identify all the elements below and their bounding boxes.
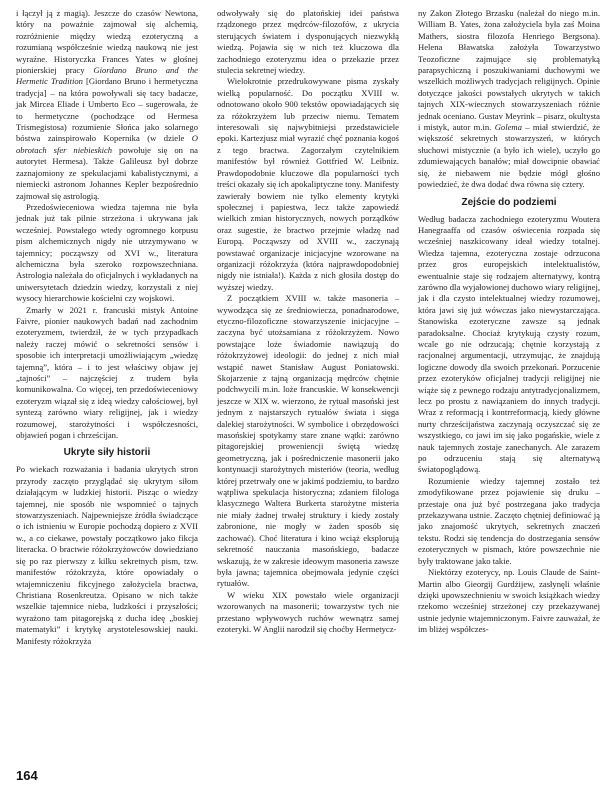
paragraph bbox=[418, 8, 600, 191]
paragraph: Z początkiem XVIII w. także masoneria – wywodząca się ze średniowiecza, ponadnarodowe, etyczno-filozoficzne stowarzyszenie inicjacyjne – zaczyna być utożsamiana z różokrzyżem. Nowo powstające loże świadomie nawiązują do różokrzyżowej ideologii: do jednej z nich miał wstąpić nawet Stanisław August Poniatowski. Skojarzenie z tajną organizacją mędrców chętnie podchwycili m.in. loże francuskie. W konsekwencji jeszcze w XIX w. wierzono, że rytuał masoński jest jednym z najstarszych rytuałów świata i sięga dalekiej starożytności. W symbolice i obrzędowości masońskiej spotykamy stare znane wątki: zarówno pitagorejskiej proweniencji świętą wiedzę geometryczną, jak i pośredniczenie masonerii jako kontynuacji starożytnych misteriów (teoria, według której przetrwały one w jakimś podziemiu, to bardzo wątpliwa spekulacja historyczna; zdaniem filologa klasycznego Waltera Burkerta starożytne misteria nie miały żadnej trwałej struktury i kiedy zostały zabronione, nie mogły w żaden sposób się zachować). Choć literatura i kino wciąż eksplorują sekretność nauczania masońskiego, badacze wskazują, że w zakresie ideowym masoneria zawsze była jawna; tajemnica obejmowała jedynie części rytuałów. bbox=[217, 293, 399, 589]
paragraph-text: ny Zakon Złotego Brzasku (należał do niego m.in. William B. Yates, żona założyciela była zaś Moina Mathers, siostra filozofa Henriego Bergsona). Helena Bławatska założyła Towarzystwo Teozoficzne zajmujące się problematyką parapsychiczną i poszukiwaniami duchowymi we wszelkich możliwych tradycjach religijnych. Opinie dotyczące jakości powstałych ukrytych w takich tajnych XIX-wiecznych stowarzyszeniach różnie jednak oceniano. Gustav Meyrink – pisarz, okultysta i mistyk, autor m.in. bbox=[418, 8, 600, 133]
section-heading: Zejście do podziemi bbox=[461, 196, 557, 208]
text-column-left bbox=[16, 8, 198, 647]
page-number: 164 bbox=[16, 768, 38, 783]
paragraph: Zmarły w 2021 r. francuski mistyk Antoine Faivre, pionier naukowych badań nad zachodnim ezoteryzmem, twierdził, że w tych przypadkach należy raczej mówić o sekretności sensów i sposobie ich interpretacji umożliwiającym „wiedzę tajemną”, która – i to jest właściwy objaw jej „tajności” – najczęściej z trudem była komunikowalna. Co więcej, ten przedoświeceniowy ezoteryzm wiązał się z ideą wiedzy całościowej, był syntezą zarówno wiary religijnej, jak i wiedzy rozumowej, starożytności i współczesności, objawień pogan i chrześcijan. bbox=[16, 304, 198, 441]
paragraph: W wieku XIX powstało wiele organizacji wzorowanych na masonerii; towarzystw tych nie przestano wpływowych ruchów wewnątrz samej ezoteryki. W Anglii narodził się choćby Hermetycz- bbox=[217, 589, 399, 634]
paragraph: Wielokrotnie przedrukowywane pisma zyskały wielką popularność. Do początku XVIII w. odnotowano około 900 tekstów opowiadających się za różokrzyżem lub przeciw niemu. Tematem interesowali się najwybitniejsi przedstawiciele epoki. Kartezjusz miał wyrazić chęć poznania kogoś z tego bractwa. Zagorzałym czytelnikiem manifestów był również Gottfried W. Leibniz. Prawdopodobnie kluczowe dla popularności tych treści okazały się ich apokaliptyczne tony. Manifesty zawierały bowiem nie tylko elementy krytyki społecznej i papiestwa, lecz także zapowiedź wielkich zmian historycznych, nowych porządków oraz sugestie, że bractwo przejmie władzę nad Europą. Począwszy od XVIII w., zaczynają powstawać organizacje inicjacyjne wzorowane na organizacji różokrzyża (która najprawdopodobniej nigdy nie istniała!). Każda z nich głosiła dostęp do wyższej wiedzy. bbox=[217, 76, 399, 292]
paragraph: Niektórzy ezoterycy, np. Louis Claude de Saint-Martin albo Gieorgij Gurdżijew, zasłynęli właśnie dzięki upowszechnieniu w swoich książkach wiedzy rzekomo wcześniej strzeżonej czy przekazywanej ustnie jedynie wtajemniczonym. Faivre zauważał, że im bliżej współczes- bbox=[418, 567, 600, 635]
paragraph: Rozumienie wiedzy tajemnej zostało też zmodyfikowane przez pojawienie się druku – przestaje ona już być postrzegana jako tradycja przekazywana ustnie. Zaczęto chętniej definiować ją jako znajomość ukrytych, sekretnych znaczeń tekstu. Rodzi się tendencja do dostrzegania sensów ezoterycznych w pismach, które powszechnie nie były traktowane jako takie. bbox=[418, 475, 600, 566]
paragraph: Po wiekach rozważania i badania ukrytych stron przyrody zaczęto przyglądać się ukrytym siłom działającym w ludzkiej historii. Pisząc o wiedzy tajemnej, nie sposób nie wspomnieć o tajnych stowarzyszeniach. Najpewniejsze źródła świadczące o ich istnieniu w Europie pochodzą dopiero z XVII w., a co ciekawe, powstały początkowo jako fikcja literacka. O bractwie różokrzyżowców dowiedziano się po raz pierwszy z kilku sekretnych pism, tzw. manifestów różokrzyża, które opowiadały o wtajemniczeniu fikcyjnego założyciela bractwa, Christiana Rosenkreutza. Opisano w nich także wszelkie tajemnice nieba, ludzkości i przyszłości; wyrażono tam pitagorejską z ducha ideę „boskiej matematyki” i krytykę arystotelesowskiej nauki. Manifesty różokrzyża bbox=[16, 464, 198, 646]
paragraph-text: i łączył ją z magią). Jeszcze do czasów Newtona, który na poważnie zajmował się alchemią, rozróżnienie między wiedzą ezoteryczną a rozumianą współcześnie wiedzą naukową nie jest wyraźne. Historyczka Frances Yates w głośnej pionierskiej pracy bbox=[16, 8, 198, 76]
text-column-right bbox=[418, 8, 600, 636]
book-title-italic: Giordano Bruno and the Hermetic Tradition bbox=[16, 65, 198, 87]
section-heading: Ukryte siły historii bbox=[63, 447, 151, 459]
paragraph bbox=[16, 8, 198, 202]
text-column-middle bbox=[217, 8, 399, 635]
paragraph: Według badacza zachodniego ezoteryzmu Woutera Hanegraaffa od czasów oświecenia rozpada się wcześniej naszkicowany ideał wiedzy totalnej. Wiedza tajemna, ezoteryczna zostaje odrzucona przez gros europejskich intelektualistów, ewentualnie staje się rodzajem alternatywy, kontrą zarówno dla wyjałowionej duchowo wiary religijnej, jak i dla czysto intelektualnej wiedzy rozumowej, która jawi się już wówczas jako niewystarczająca. Stanowiska ezoteryczne zawsze są jednak paradoksalne. Chociaż krytykują czysty rozum, wcale go nie odrzucają; chętnie korzystają z racjonalnej argumentacji, utrzymując, że znajdują logiczne dowody dla swoich przekonań. Porzucenie przez ezoteryków oficjalnej tradycji religijnej nie wiąże się z pewnego rodzaju antytradycjonalizmem, lecz po prostu z nawiązaniem do innych tradycji. Wraz z reformacją i kontrreformacją, kiedy główne nurty chrześcijaństwa zaczynają oczyszczać się ze wszystkiego, co jawi im się jako pogańskie, wiele z nauk tajemnych zostaje zanechanych. Ale zarazem po odrzuceniu stają się alternatywą światopoglądową. bbox=[418, 213, 600, 475]
paragraph: odwoływały się do platońskiej idei państwa rządzonego przez mędrców-filozofów, z ukrycia sterujących światem i dysponujących niezwykłą wiedzą. Pojawia się w nich też kluczowa dla zachodniego ezoteryzmu idea o przekazie przez stulecia sekretnej wiedzy. bbox=[217, 8, 399, 76]
book-title-italic: O obrotach sfer niebieskich bbox=[16, 133, 198, 155]
book-title-italic: Golema bbox=[494, 122, 522, 133]
paragraph-text: powołuje się on na autorytet Hermesa). Także Galileusz był dobrze zaznajomiony ze spekulacjami kabalistycznymi, a niemiecki astronom Johannes Kepler bezpośrednio zajmował się astrologią. bbox=[16, 144, 198, 201]
paragraph-text: – miał stwierdzić, że większość sekretnych stowarzyszeń, w których słuchowi mistycznie (a było ich wiele), uczyło go zdumiewających banałów; miał dowcipnie obawiać się, że niebawem nie będzie mógł głośno powiedzieć, że dwa dodać dwa równa się cztery. bbox=[418, 122, 600, 190]
paragraph-text: [Giordano Bruno i hermetyczna tradycja] – na która powoływali się tacy badacze, jak Mircea Eliade i Umberto Eco – sugerowała, że to hermetyczne (pochodzące od Hermesa Trismegistosa) rozumienie Słońca jako solarnego bóstwa zainspirowało Kopernika (w dziele bbox=[16, 76, 198, 144]
paragraph: Przedoświeceniowa wiedza tajemna nie była jednak już tak pilnie strzeżona i ukrywana jak wcześniej. Powstałego wtedy ogromnego korpusu pism alchemicznych nigdy nie utrzymywano w tajemnicy; począwszy od XVI w., literatura alchemiczna była szeroko rozpowszechniana. Astrologia należała do oficjalnych i wykładanych na uniwersytetach dziedzin wiedzy, korzystali z niej wysocy hierarchowie kościelni czy wojskowi. bbox=[16, 201, 198, 304]
